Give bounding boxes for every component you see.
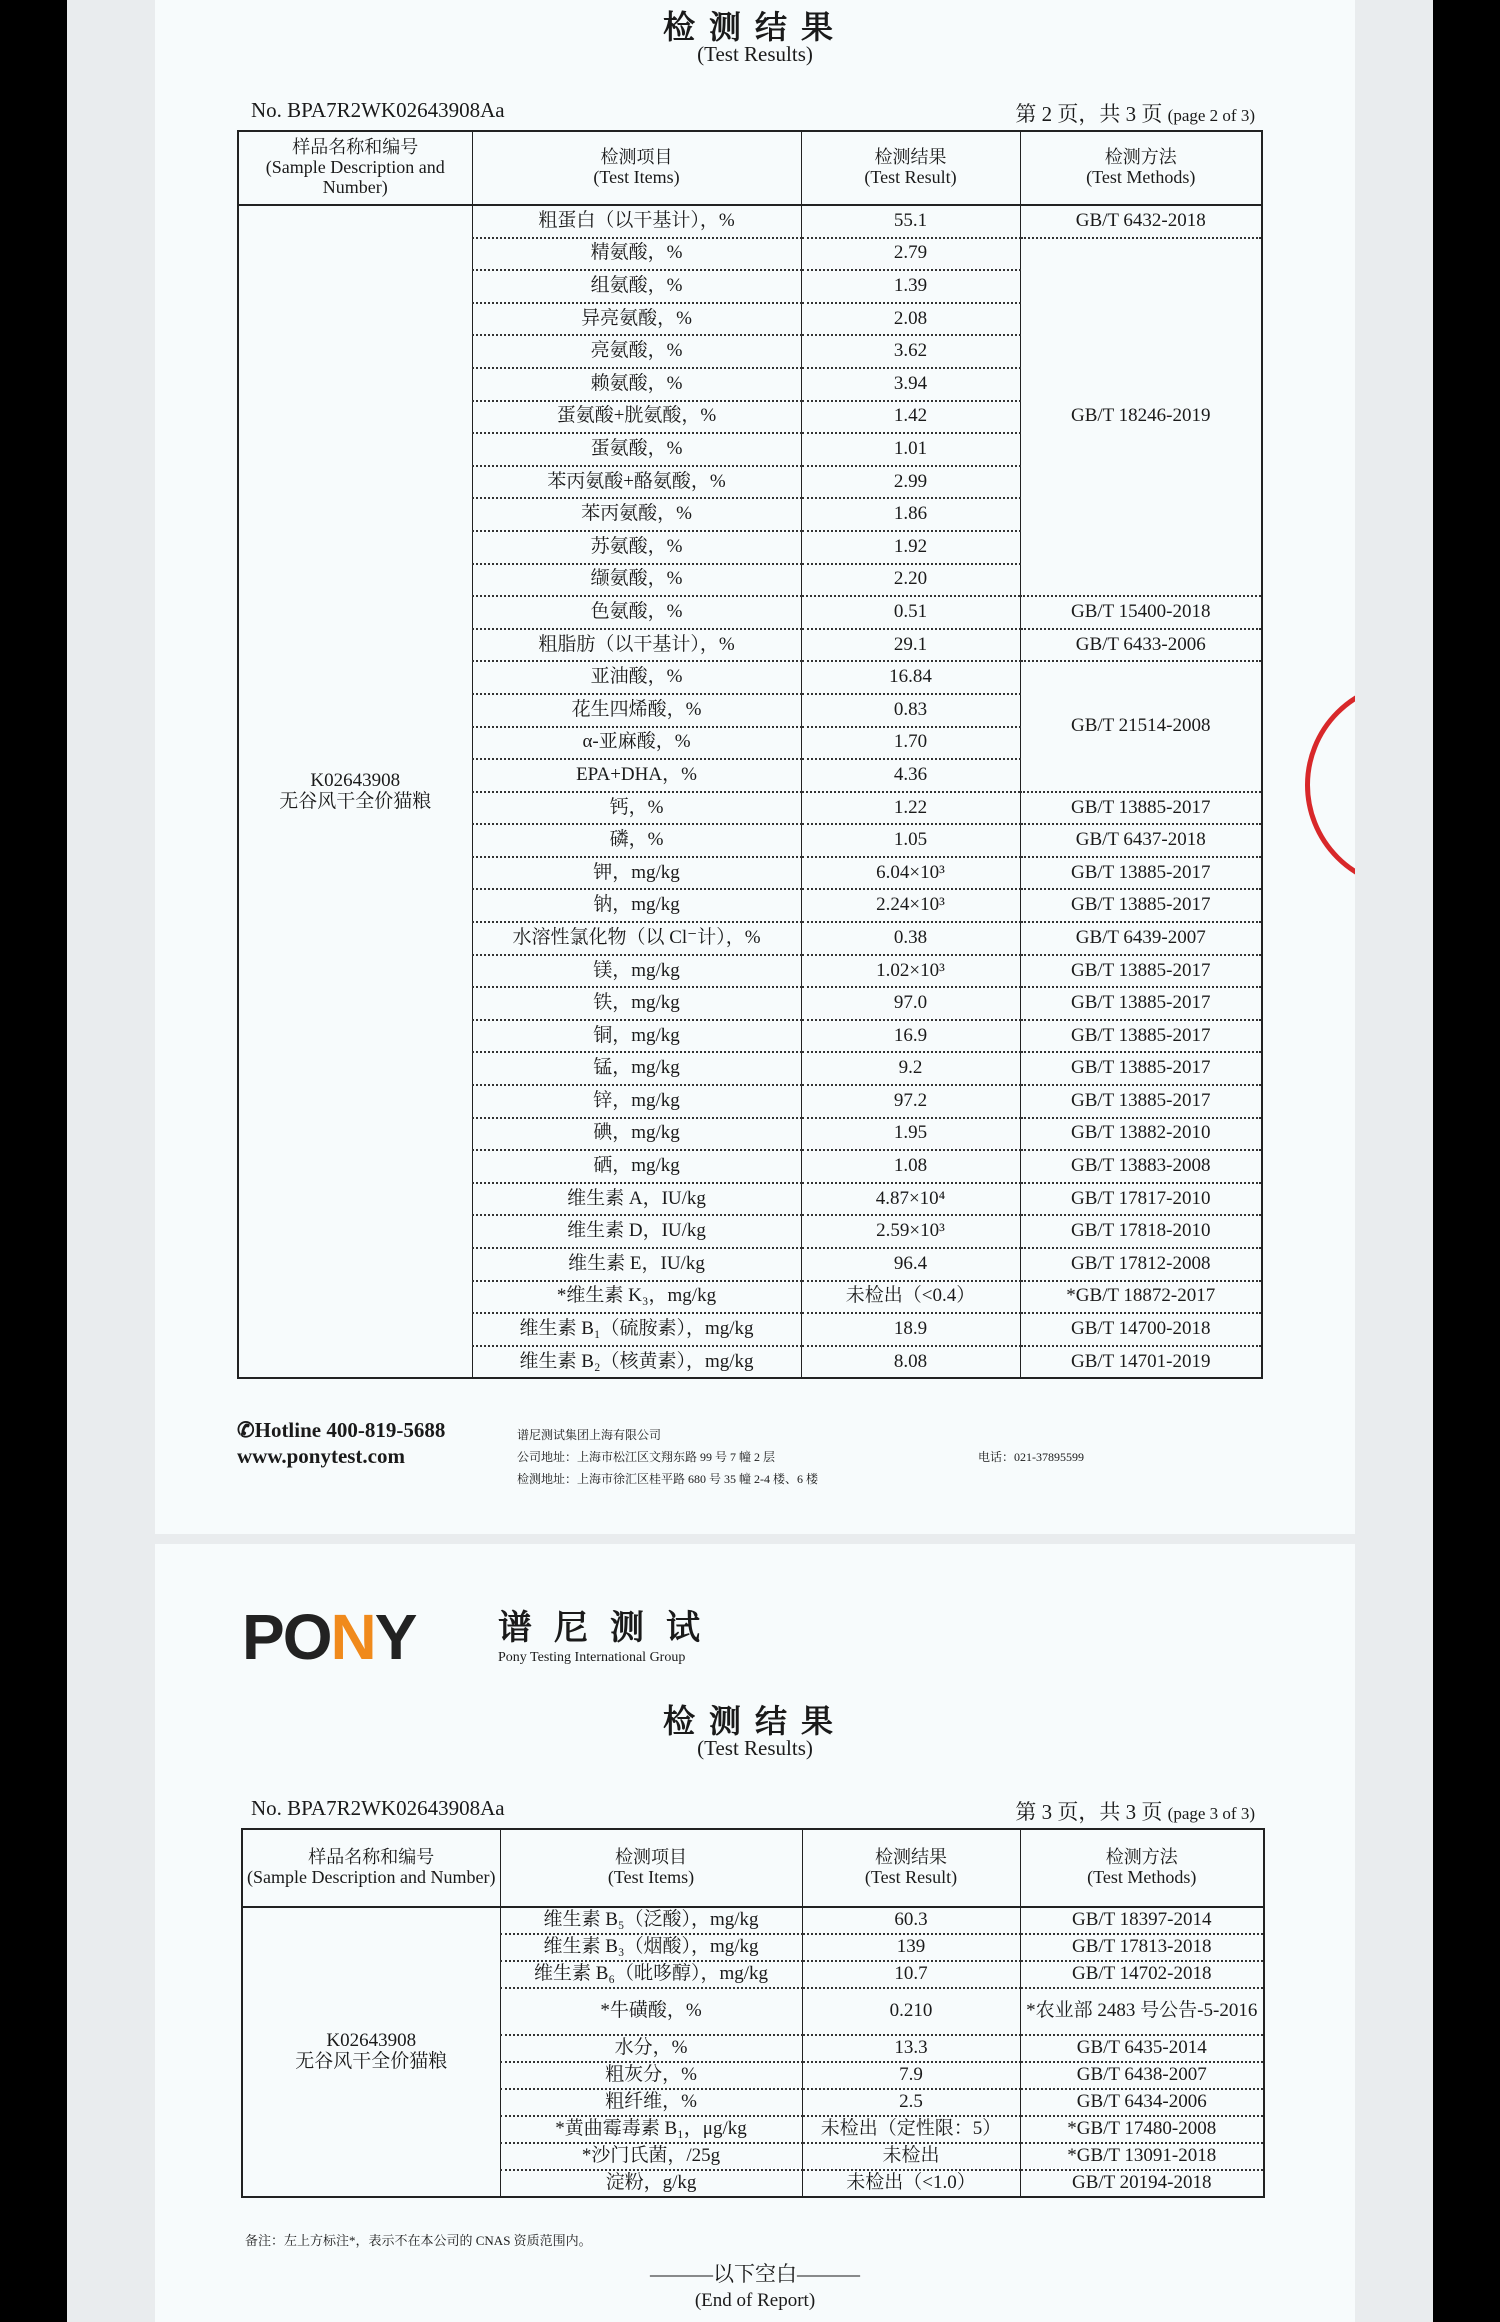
test-method: GB/T 13885-2017 [1020, 889, 1262, 922]
header-items: 检测项目 (Test Items) [500, 1829, 802, 1907]
test-item: 异亮氨酸，% [472, 303, 801, 336]
test-item: α-亚麻酸，% [472, 727, 801, 760]
test-result: 0.83 [801, 694, 1020, 727]
test-item: 水溶性氯化物（以 Cl⁻计），% [472, 922, 801, 955]
test-item: 粗蛋白（以干基计），% [472, 205, 801, 238]
test-result: 2.08 [801, 303, 1020, 336]
test-item: *沙门氏菌，/25g [500, 2143, 802, 2170]
test-result: 4.87×10⁴ [801, 1183, 1020, 1216]
test-result: 2.20 [801, 564, 1020, 597]
test-result: 139 [802, 1934, 1020, 1961]
test-item: 维生素 B₅（泛酸），mg/kg [500, 1907, 802, 1934]
test-result: 97.0 [801, 987, 1020, 1020]
test-method: GB/T 13885-2017 [1020, 1052, 1262, 1085]
test-item: 亚油酸，% [472, 661, 801, 694]
results-table [241, 1828, 1265, 2198]
test-item: 粗灰分，% [500, 2062, 802, 2089]
test-method: GB/T 21514-2008 [1020, 661, 1262, 791]
test-method: GB/T 15400-2018 [1020, 596, 1262, 629]
test-method: GB/T 17818-2010 [1020, 1215, 1262, 1248]
test-result: 未检出 [802, 2143, 1020, 2170]
test-method: GB/T 6433-2006 [1020, 629, 1262, 662]
test-result: 10.7 [802, 1961, 1020, 1988]
test-method: GB/T 13885-2017 [1020, 987, 1262, 1020]
header-items: 检测项目 (Test Items) [472, 131, 801, 205]
test-item: 淀粉，g/kg [500, 2170, 802, 2197]
pony-logo: PONY [242, 1601, 416, 1673]
test-item: 碘，mg/kg [472, 1118, 801, 1151]
test-result: 29.1 [801, 629, 1020, 662]
test-method: GB/T 13885-2017 [1020, 1085, 1262, 1118]
test-method: GB/T 6437-2018 [1020, 824, 1262, 857]
test-result: 未检出（<1.0） [802, 2170, 1020, 2197]
test-result: 4.36 [801, 759, 1020, 792]
test-item: *维生素 K₃，mg/kg [472, 1281, 801, 1314]
test-item: 苯丙氨酸，% [472, 498, 801, 531]
test-result: 1.95 [801, 1118, 1020, 1151]
test-item: 硒，mg/kg [472, 1150, 801, 1183]
test-item: 苏氨酸，% [472, 531, 801, 564]
test-result: 2.24×10³ [801, 889, 1020, 922]
results-table [237, 130, 1263, 1379]
page-subtitle: (Test Results) [697, 42, 813, 66]
test-result: 16.9 [801, 1020, 1020, 1053]
test-item: 维生素 B₁（硫胺素），mg/kg [472, 1313, 801, 1346]
test-result: 2.5 [802, 2089, 1020, 2116]
header-method: 检测方法 (Test Methods) [1020, 1829, 1264, 1907]
test-item: 色氨酸，% [472, 596, 801, 629]
test-item: 蛋氨酸，% [472, 433, 801, 466]
test-item: 铁，mg/kg [472, 987, 801, 1020]
test-item: *牛磺酸，% [500, 1988, 802, 2035]
test-result: 1.86 [801, 498, 1020, 531]
test-method: GB/T 6438-2007 [1020, 2062, 1264, 2089]
page-title: 检测结果 [662, 1703, 847, 1739]
report-page-3 [155, 1544, 1355, 2322]
test-item: 花生四烯酸，% [472, 694, 801, 727]
test-item: 赖氨酸，% [472, 368, 801, 401]
report-number: No. BPA7R2WK02643908Aa [251, 98, 505, 122]
test-item: 维生素 B₆（吡哆醇），mg/kg [500, 1961, 802, 1988]
test-method: GB/T 6434-2006 [1020, 2089, 1264, 2116]
end-marker: ———以下空白——— [650, 2262, 860, 2286]
test-result: 3.94 [801, 368, 1020, 401]
test-method: GB/T 6432-2018 [1020, 205, 1262, 238]
page-title: 检测结果 [662, 9, 847, 45]
table-header [242, 1829, 1264, 1907]
test-item: 蛋氨酸+胱氨酸，% [472, 401, 801, 434]
test-result: 1.39 [801, 270, 1020, 303]
test-result: 96.4 [801, 1248, 1020, 1281]
test-method: GB/T 13885-2017 [1020, 955, 1262, 988]
test-result: 1.02×10³ [801, 955, 1020, 988]
test-item: 维生素 B₂（核黄素），mg/kg [472, 1346, 801, 1379]
test-method: GB/T 13885-2017 [1020, 857, 1262, 890]
header-sample: 样品名称和编号 (Sample Description and Number) [238, 131, 472, 205]
phone-icon: ✆ [237, 1418, 255, 1442]
header-result: 检测结果 (Test Result) [801, 131, 1020, 205]
test-item: 亮氨酸，% [472, 335, 801, 368]
test-result: 1.70 [801, 727, 1020, 760]
test-method: GB/T 13883-2008 [1020, 1150, 1262, 1183]
logo-en: Pony Testing International Group [498, 1650, 686, 1665]
test-result: 13.3 [802, 2035, 1020, 2062]
test-result: 1.42 [801, 401, 1020, 434]
test-result: 97.2 [801, 1085, 1020, 1118]
table-row [238, 205, 1262, 238]
red-seal-stamp [1305, 680, 1355, 890]
test-item: 镁，mg/kg [472, 955, 801, 988]
test-result: 未检出（定性限：5） [802, 2116, 1020, 2143]
test-method: *农业部 2483 号公告-5-2016 [1020, 1988, 1264, 2035]
website: www.ponytest.com [237, 1444, 405, 1468]
page-indicator: 第 3 页，共 3 页 (page 3 of 3) [1015, 1800, 1255, 1824]
test-method: GB/T 20194-2018 [1020, 2170, 1264, 2197]
test-item: 锌，mg/kg [472, 1085, 801, 1118]
test-method: GB/T 6439-2007 [1020, 922, 1262, 955]
page-indicator: 第 2 页，共 3 页 (page 2 of 3) [1015, 102, 1255, 126]
test-item: 维生素 E，IU/kg [472, 1248, 801, 1281]
test-result: 6.04×10³ [801, 857, 1020, 890]
sample-cell: K02643908 无谷风干全价猫粮 [238, 205, 472, 1378]
header-method: 检测方法 (Test Methods) [1020, 131, 1262, 205]
test-result: 2.59×10³ [801, 1215, 1020, 1248]
header-sample: 样品名称和编号 (Sample Description and Number) [242, 1829, 500, 1907]
note: 备注：左上方标注*，表示不在本公司的 CNAS 资质范围内。 [245, 2233, 592, 2248]
test-item: 维生素 A，IU/kg [472, 1183, 801, 1216]
test-item: 粗脂肪（以干基计），% [472, 629, 801, 662]
report-page-2 [155, 0, 1355, 1534]
test-method: GB/T 13885-2017 [1020, 1020, 1262, 1053]
test-item: 锰，mg/kg [472, 1052, 801, 1085]
test-result: 7.9 [802, 2062, 1020, 2089]
test-item: 粗纤维，% [500, 2089, 802, 2116]
test-result: 0.38 [801, 922, 1020, 955]
test-item: 铜，mg/kg [472, 1020, 801, 1053]
test-item: 组氨酸，% [472, 270, 801, 303]
test-item: 钾，mg/kg [472, 857, 801, 890]
test-result: 0.51 [801, 596, 1020, 629]
test-method: GB/T 18397-2014 [1020, 1907, 1264, 1934]
test-result: 3.62 [801, 335, 1020, 368]
test-result: 1.22 [801, 792, 1020, 825]
test-result: 0.210 [802, 1988, 1020, 2035]
test-result: 2.99 [801, 466, 1020, 499]
report-number: No. BPA7R2WK02643908Aa [251, 1796, 505, 1820]
test-result: 60.3 [802, 1907, 1020, 1934]
test-result: 18.9 [801, 1313, 1020, 1346]
company-info: 谱尼测试集团上海有限公司 公司地址：上海市松江区文翔东路 99 号 7 幢 2 层 检测地址：上海市徐汇区桂平路 680 号 35 幢 2-4 楼、6 楼 [517, 1428, 818, 1486]
table-row [242, 1907, 1264, 1934]
test-item: 缬氨酸，% [472, 564, 801, 597]
test-result: 1.05 [801, 824, 1020, 857]
test-item: 精氨酸，% [472, 238, 801, 271]
test-method: *GB/T 18872-2017 [1020, 1281, 1262, 1314]
test-result: 2.79 [801, 238, 1020, 271]
test-result: 16.84 [801, 661, 1020, 694]
test-method: *GB/T 13091-2018 [1020, 2143, 1264, 2170]
page-subtitle: (Test Results) [697, 1736, 813, 1760]
test-item: 水分，% [500, 2035, 802, 2062]
test-method: *GB/T 17480-2008 [1020, 2116, 1264, 2143]
test-method: GB/T 14700-2018 [1020, 1313, 1262, 1346]
test-method: GB/T 18246-2019 [1020, 238, 1262, 597]
hotline: ✆Hotline 400-819-5688 [237, 1418, 446, 1442]
sample-cell: K02643908 无谷风干全价猫粮 [242, 1907, 500, 2197]
test-result: 1.92 [801, 531, 1020, 564]
table-header [238, 131, 1262, 205]
test-result: 9.2 [801, 1052, 1020, 1085]
test-result: 未检出（<0.4） [801, 1281, 1020, 1314]
test-method: GB/T 14701-2019 [1020, 1346, 1262, 1379]
test-item: 维生素 D，IU/kg [472, 1215, 801, 1248]
logo-cn: 谱尼测试 [498, 1610, 722, 1647]
test-result: 1.08 [801, 1150, 1020, 1183]
test-result: 8.08 [801, 1346, 1020, 1379]
test-item: *黄曲霉毒素 B₁，μg/kg [500, 2116, 802, 2143]
test-method: GB/T 13885-2017 [1020, 792, 1262, 825]
header-result: 检测结果 (Test Result) [802, 1829, 1020, 1907]
test-method: GB/T 17812-2008 [1020, 1248, 1262, 1281]
end-of-report: (End of Report) [694, 2290, 816, 2311]
test-method: GB/T 6435-2014 [1020, 2035, 1264, 2062]
test-method: GB/T 17813-2018 [1020, 1934, 1264, 1961]
test-method: GB/T 13882-2010 [1020, 1118, 1262, 1151]
test-item: 钠，mg/kg [472, 889, 801, 922]
test-item: 钙，% [472, 792, 801, 825]
test-result: 1.01 [801, 433, 1020, 466]
test-item: 苯丙氨酸+酪氨酸，% [472, 466, 801, 499]
test-method: GB/T 17817-2010 [1020, 1183, 1262, 1216]
test-method: GB/T 14702-2018 [1020, 1961, 1264, 1988]
test-item: EPA+DHA，% [472, 759, 801, 792]
test-item: 磷，% [472, 824, 801, 857]
test-item: 维生素 B₃（烟酸），mg/kg [500, 1934, 802, 1961]
test-result: 55.1 [801, 205, 1020, 238]
company-phone: 电话：021-37895599 [978, 1450, 1084, 1464]
